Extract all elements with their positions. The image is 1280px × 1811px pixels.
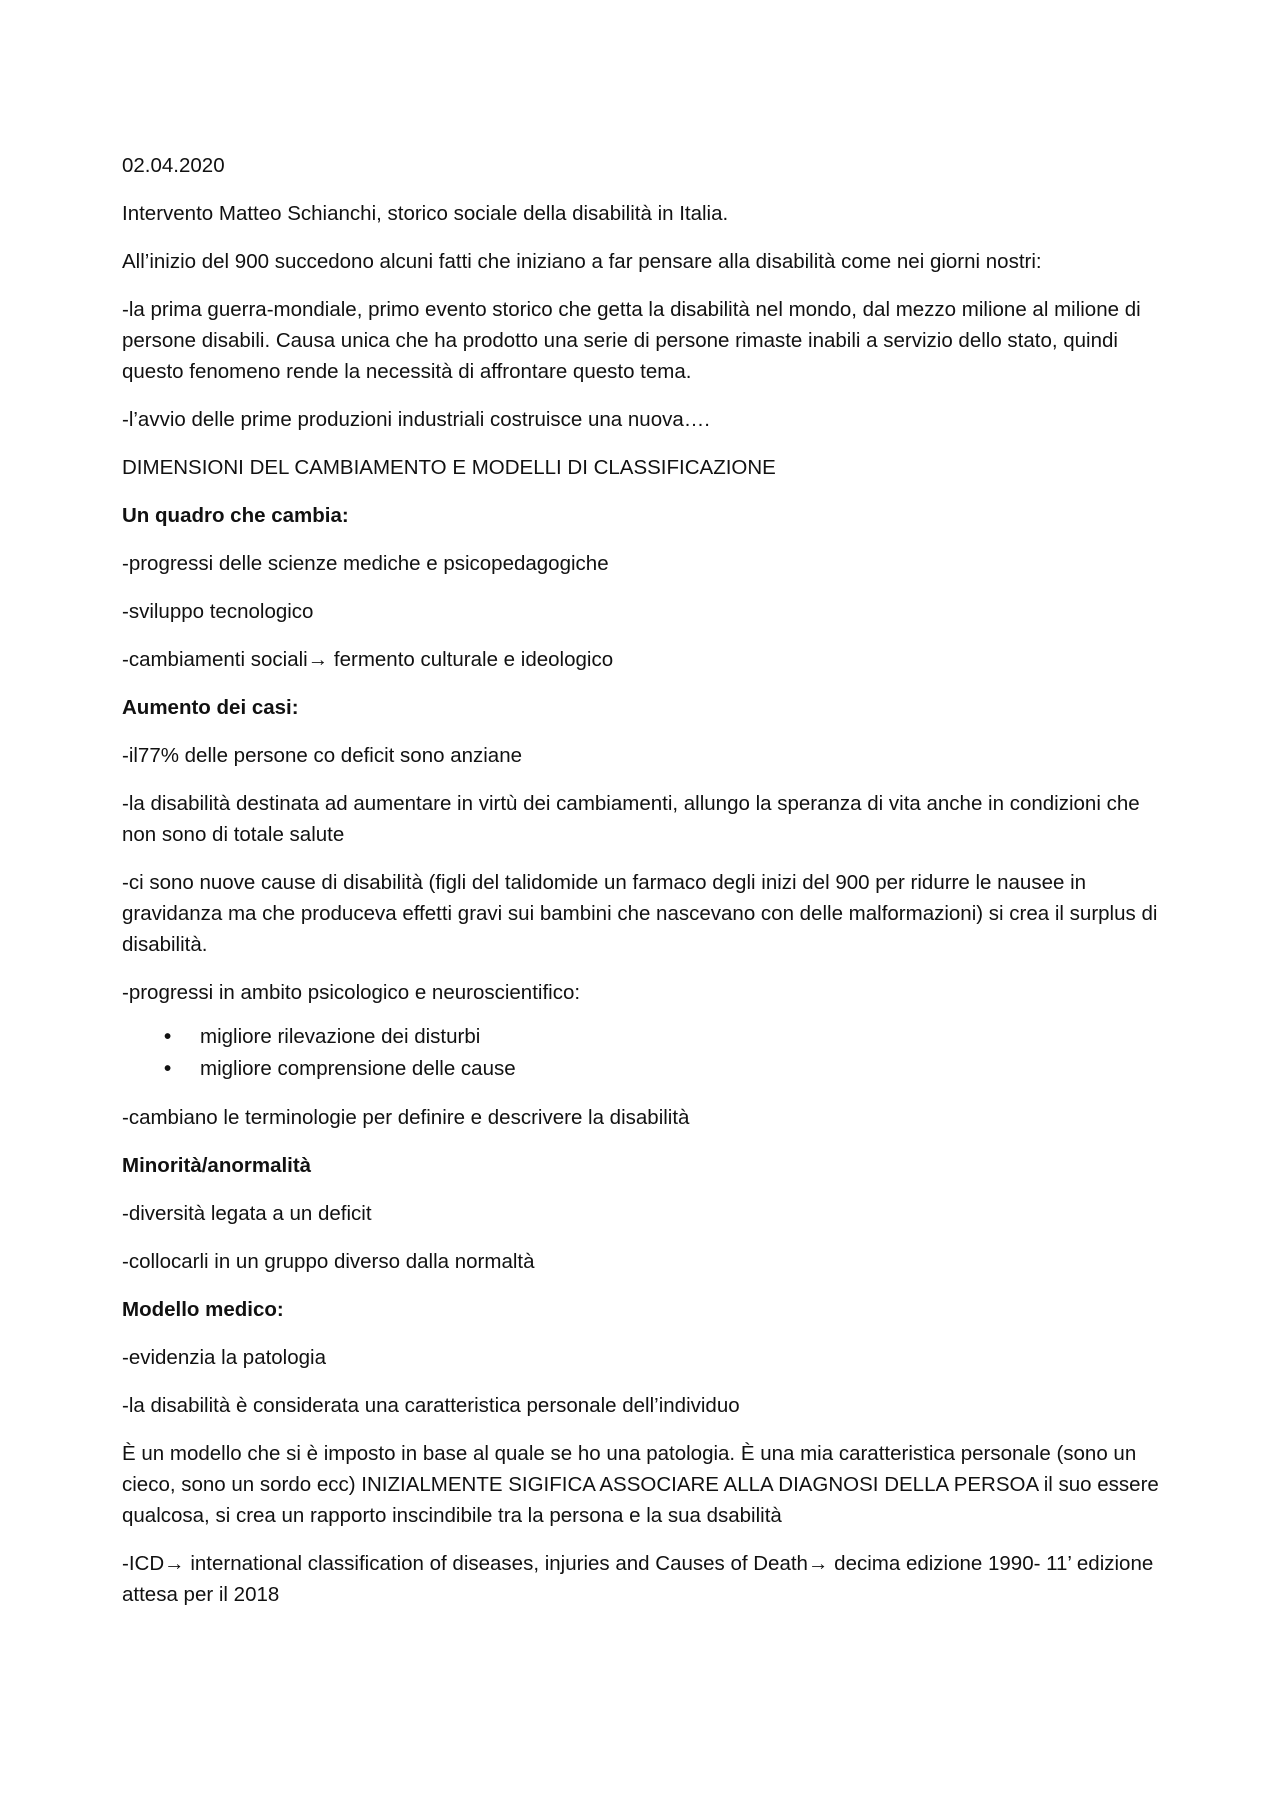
paragraph-progressi: -progressi delle scienze mediche e psicopedagogiche [122, 552, 609, 575]
list-item-text: migliore comprensione delle cause [200, 1057, 516, 1080]
bullet-icon: • [164, 1025, 172, 1048]
paragraph-900: All’inizio del 900 succedono alcuni fatti che iniziano a far pensare alla disabilità come nei giorni nostri: [122, 250, 1042, 273]
paragraph-psicologico: -progressi in ambito psicologico e neuroscientifico: [122, 981, 581, 1004]
paragraph-avvio: -l’avvio delle prime produzioni industriali costruisce una nuova…. [122, 408, 710, 431]
paragraph-modello-imposto: È un modello che si è imposto in base al quale se ho una patologia. È una mia caratteristica personale (sono un cieco, sono un sordo ecc) INIZIALMENTE SIGIFICA ASSOCIARE ALLA DIAGNOSI DELLA PERSOA il suo essere qualcosa, si crea un rapporto inscindibile tra la persona e la sua dsabilità [122, 1442, 1159, 1527]
paragraph-cambiamenti [122, 644, 1160, 675]
heading-aumento: Aumento dei casi: [122, 696, 299, 719]
paragraph-terminologie: -cambiano le terminologie per definire e descrivere la disabilità [122, 1106, 690, 1129]
arrow-right-icon: → [807, 1552, 829, 1575]
paragraph-collocarli: -collocarli in un gruppo diverso dalla normaltà [122, 1250, 535, 1273]
section-title: DIMENSIONI DEL CAMBIAMENTO E MODELLI DI CLASSIFICAZIONE [122, 456, 776, 479]
list-item [122, 1053, 1160, 1085]
paragraph-evidenzia: -evidenzia la patologia [122, 1346, 326, 1369]
paragraph-diversita: -diversità legata a un deficit [122, 1202, 372, 1225]
paragraph-destinata: -la disabilità destinata ad aumentare in virtù dei cambiamenti, allungo la speranza di vita anche in condizioni che non sono di totale salute [122, 792, 1140, 846]
paragraph-77: -il77% delle persone co deficit sono anziane [122, 744, 523, 767]
paragraph-icd [122, 1548, 1160, 1610]
paragraph-caratteristica: -la disabilità è considerata una caratteristica personale dell’individuo [122, 1394, 740, 1417]
heading-modello: Modello medico: [122, 1298, 284, 1321]
heading-minorita: Minorità/anormalità [122, 1154, 312, 1177]
bullet-icon: • [164, 1057, 172, 1080]
paragraph-sviluppo: -sviluppo tecnologico [122, 600, 314, 623]
date-line: 02.04.2020 [122, 154, 225, 177]
intro-paragraph: Intervento Matteo Schianchi, storico sociale della disabilità in Italia. [122, 202, 729, 225]
cambiamenti-text-a: -cambiamenti sociali [122, 648, 308, 671]
arrow-right-icon: → [307, 648, 329, 671]
icd-text-c: decima edizione 1990- 11’ edizione attesa per il 2018 [122, 1552, 1154, 1606]
paragraph-guerra: -la prima guerra-mondiale, primo evento storico che getta la disabilità nel mondo, dal mezzo milione al milione di persone disabili. Causa unica che ha prodotto una serie di persone rimaste inabili a servizio dello stato, quindi questo fenomeno rende la necessità di affrontare questo tema. [122, 298, 1141, 383]
list-item [122, 1021, 1160, 1053]
cambiamenti-text-b: fermento culturale e ideologico [328, 648, 614, 671]
icd-text-b: international classification of diseases, injuries and Causes of Death [184, 1552, 808, 1575]
icd-text-a: -ICD [122, 1552, 165, 1575]
arrow-right-icon: → [164, 1552, 185, 1575]
heading-quadro: Un quadro che cambia: [122, 504, 349, 527]
list-item-text: migliore rilevazione dei disturbi [200, 1025, 481, 1048]
bullet-list [122, 1021, 1160, 1085]
paragraph-nuove-cause: -ci sono nuove cause di disabilità (figli del talidomide un farmaco degli inizi del 900 per ridurre le nausee in gravidanza ma che produceva effetti gravi sui bambini che nascevano con delle malformazioni) si crea il surplus di disabilità. [122, 871, 1158, 956]
